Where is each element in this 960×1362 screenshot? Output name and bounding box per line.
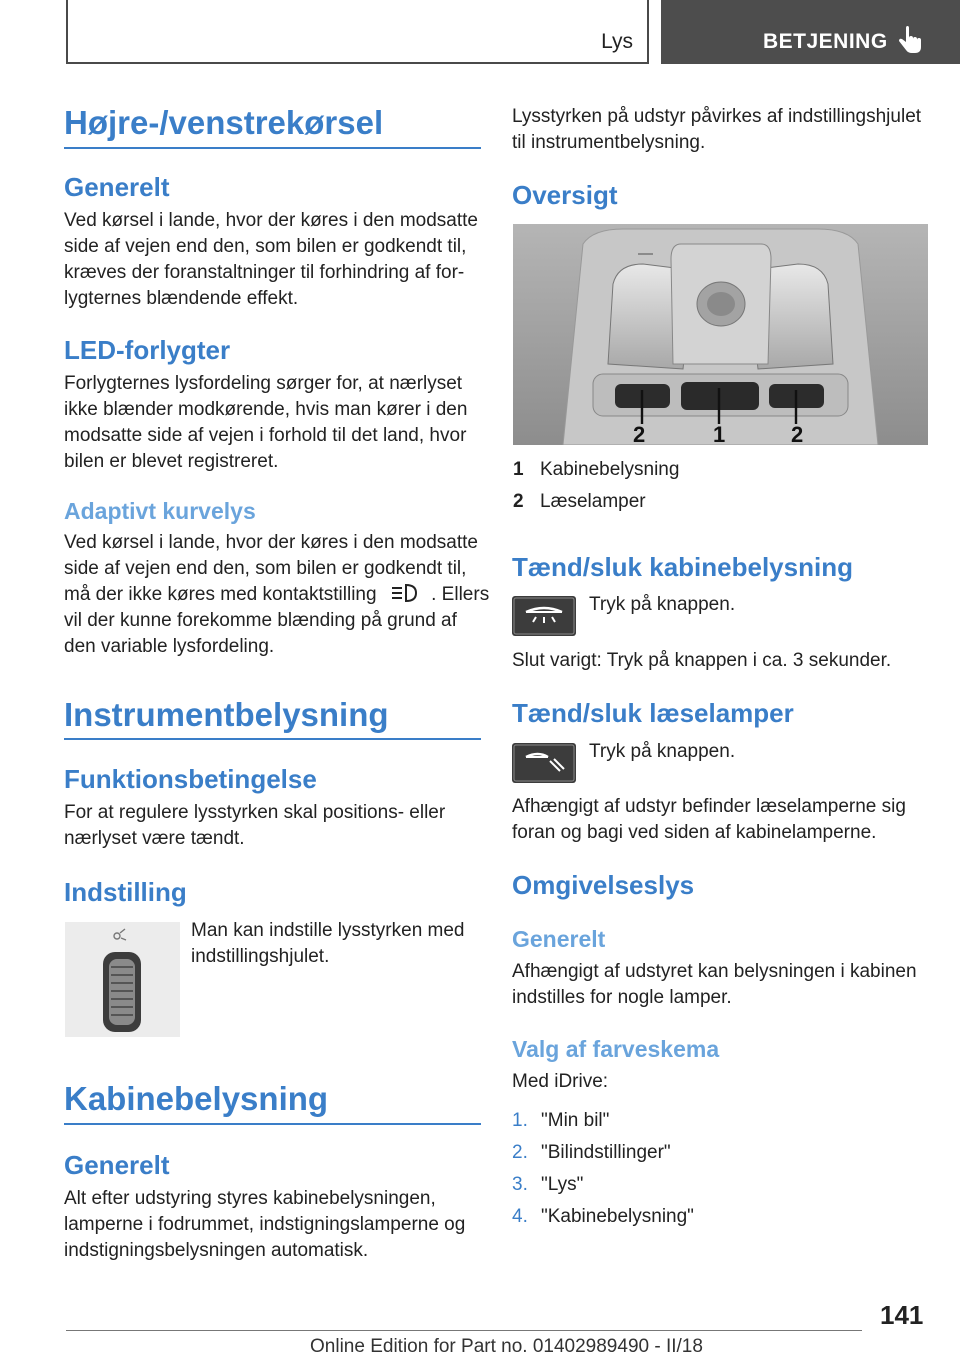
paragraph-med-idrive: Med iDrive: xyxy=(512,1071,609,1092)
step-number-2: 2. xyxy=(512,1142,528,1163)
step-text-4: "Kabinebelysning" xyxy=(541,1206,694,1227)
dimmer-wheel-image xyxy=(65,922,180,1037)
step-text-3: "Lys" xyxy=(541,1174,584,1195)
heading-taend-sluk-kabinebelysning: Tænd/sluk kabinebelysning xyxy=(512,552,853,582)
heading-generelt-1: Generelt xyxy=(64,172,170,202)
header-section-title: Lys xyxy=(601,30,633,53)
paragraph-indstilling: Man kan indstille lysstyrken med indstillingshjulet. xyxy=(191,920,465,967)
header-section-box xyxy=(66,0,649,64)
heading-kabinebelysning: Kabinebelysning xyxy=(64,1080,329,1117)
paragraph-adaptivt-kurvelys: Ved kørsel i lande, hvor der køres i den modsatte side af vejen end den, som bilen er godkendt til, må der ikke køres med kontaktstilling . Ellers vil der kunne forekomme blænding på grund af den variable lysfordeling. xyxy=(64,532,490,657)
headlight-low-beam-icon xyxy=(388,582,422,604)
paragraph-lysstyrken: Lysstyrken på udstyr påvirkes af indstillingshjulet til instrumentbelysning. xyxy=(512,106,922,153)
header-chapter-label: BETJENING xyxy=(763,30,888,53)
heading-led-forlygter: LED-forlygter xyxy=(64,335,231,365)
heading-funktionsbetingelse: Funktionsbetingelse xyxy=(64,764,317,794)
heading-valg-af-farveskema: Valg af farveskema xyxy=(512,1036,720,1062)
heading-adaptivt-kurvelys: Adaptivt kurvelys xyxy=(64,498,256,524)
heading-omgivelseslys: Omgivelseslys xyxy=(512,870,695,900)
paragraph-funktionsbetingelse: For at regulere lysstyrken skal positions- eller nærlyset være tændt. xyxy=(64,802,446,849)
legend-key-2: 2 xyxy=(513,491,524,512)
heading-indstilling: Indstilling xyxy=(64,877,187,907)
paragraph-taend-laese: Tryk på knappen. xyxy=(589,741,736,762)
heading-taend-sluk-laeselamper: Tænd/sluk læselamper xyxy=(512,698,794,728)
roof-console-illustration xyxy=(513,224,928,445)
paragraph-afhaengigt: Afhængigt af udstyr befinder læselamperne sig foran og bagi ved siden af kabinelamperne. xyxy=(512,796,906,843)
step-number-4: 4. xyxy=(512,1206,528,1227)
reading-light-button-icon[interactable] xyxy=(512,743,576,783)
instrument-dimmer-wheel-icon xyxy=(65,922,180,1037)
heading-instrumentbelysning: Instrumentbelysning xyxy=(64,696,389,733)
heading-generelt-omgiv: Generelt xyxy=(512,926,606,952)
cabin-light-button-icon[interactable] xyxy=(512,596,576,636)
hand-pointer-icon xyxy=(897,26,923,56)
roof-console-photo xyxy=(513,224,928,445)
legend-key-1: 1 xyxy=(513,459,524,480)
page-number: 141 xyxy=(880,1300,924,1330)
heading-oversigt: Oversigt xyxy=(512,180,618,210)
step-text-2: "Bilindstillinger" xyxy=(541,1142,671,1163)
paragraph-omgivelseslys: Afhængigt af udstyret kan belysningen i kabinen indstilles for nogle lamper. xyxy=(512,961,917,1008)
heading-generelt-2: Generelt xyxy=(64,1150,170,1180)
paragraph-generelt-2: Alt efter udstyring styres kabinebelysningen, lamperne i fodrummet, indstigningslamperne og indstigningsbelysningen automatisk. xyxy=(64,1188,466,1261)
step-number-3: 3. xyxy=(512,1174,528,1195)
heading-rule xyxy=(64,738,481,740)
paragraph-slut-varigt: Slut varigt: Tryk på knappen i ca. 3 sekunder. xyxy=(512,650,892,671)
header-chapter-tab[interactable] xyxy=(661,0,960,64)
heading-hojre-venstrekorsel: Højre-/venstrekørsel xyxy=(64,104,384,141)
step-number-1: 1. xyxy=(512,1110,528,1131)
legend-value-1: Kabinebelysning xyxy=(540,459,680,480)
heading-rule xyxy=(64,147,481,149)
step-text-1: "Min bil" xyxy=(541,1110,610,1131)
photo-callout-2-right: 2 xyxy=(791,422,804,445)
heading-rule xyxy=(64,1123,481,1125)
footer-edition-text: Online Edition for Part no. 01402989490 - II/18 xyxy=(310,1336,703,1357)
footer-rule xyxy=(66,1330,862,1331)
photo-callout-2-left: 2 xyxy=(633,422,646,445)
paragraph-led-forlygter: Forlygternes lysfordeling sørger for, at nærlyset ikke blænder modkørende, hvis man kører i den modsatte side af vejen i forhold til det land, hvor bilen er blevet registreret. xyxy=(64,373,468,472)
paragraph-taend-kabine: Tryk på knappen. xyxy=(589,594,736,615)
legend-value-2: Læselamper xyxy=(540,491,646,512)
photo-callout-1: 1 xyxy=(713,422,726,445)
paragraph-generelt-1: Ved kørsel i lande, hvor der køres i den modsatte side af vejen end den, som bilen er godkendt til, kræves der foranstaltninger til forhindring af for- lygternes blændende effekt. xyxy=(64,210,478,309)
